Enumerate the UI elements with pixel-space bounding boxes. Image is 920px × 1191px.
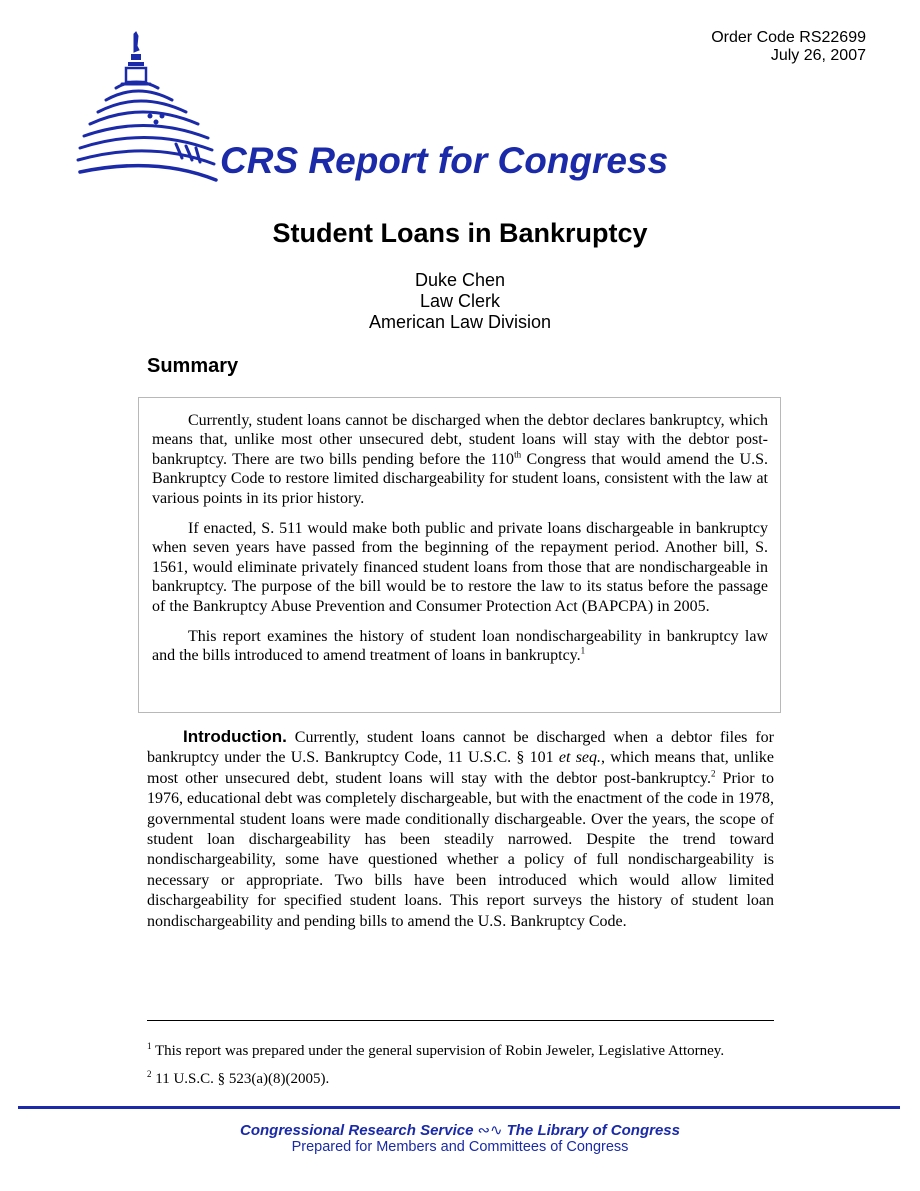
footer-loc: The Library of Congress [506, 1122, 680, 1139]
crs-report-banner: CRS Report for Congress [220, 140, 669, 181]
ornament-icon: ∾∿ [477, 1122, 503, 1139]
footer-organizations [0, 1121, 920, 1139]
order-code: Order Code RS22699 [711, 29, 866, 46]
footnote-ref-1[interactable]: 1 [580, 646, 586, 657]
document-title: Student Loans in Bankruptcy [272, 218, 648, 248]
introduction-heading: Introduction. [183, 727, 287, 746]
summary-paragraph-3: This report examines the history of student loan nondischargeability in bankruptcy law and the bills introduced to amend treatment of loans in bankruptcy.$^1$ [152, 628, 768, 665]
footnote-divider [147, 1020, 774, 1021]
author-name: Duke Chen [414, 270, 506, 290]
footer-prepared-for: Prepared for Members and Committees of Congress [291, 1139, 629, 1155]
author-position: Law Clerk [419, 291, 501, 311]
footer-crs: Congressional Research Service [240, 1122, 474, 1139]
order-info [711, 29, 866, 65]
footnote-ref-2[interactable]: 2 [711, 768, 716, 779]
author-division: American Law Division [368, 312, 552, 332]
footer-divider [18, 1106, 900, 1109]
order-date: July 26, 2007 [770, 47, 866, 64]
summary-paragraph-2: If enacted, S. 511 would make both public and private loans dischargeable in bankruptcy when seven years have passed from the beginning of the repayment period. Another bill, S. 1561, would eliminate privately financed student loans from those that are nondischargeable in bankruptcy. The purpose of the bill would be to restore the law to its status before the passage of the Bankruptcy Abuse Prevention and Consumer Protection Act (BAPCPA) in 2005. [152, 520, 768, 615]
superscript-th: th [514, 449, 522, 460]
capitol-dome-icon [76, 26, 218, 188]
author-block [0, 270, 920, 333]
footnote-1: $^1$ This report was prepared under the general supervision of Robin Jeweler, Legislative Attorney. [147, 1041, 725, 1059]
summary-paragraph-1: Currently, student loans cannot be discharged when the debtor declares bankruptcy, which means that, unlike most other unsecured debt, student loans will stay with the debtor post-bankruptcy. There are two bills pending before the 110th Congress that would amend the U.S. Bankruptcy Code to restore limited dischargeability for student loans, consistent with the law at various points in its prior history. [152, 412, 769, 507]
footnote-2: $^2$ 11 U.S.C. § 523(a)(8)(2005). [147, 1069, 330, 1087]
summary-box [138, 397, 781, 713]
summary-heading: Summary [147, 355, 239, 377]
introduction-paragraph: Introduction. Currently, student loans cannot be discharged when a debtor files for bankruptcy under the U.S. Bankruptcy Code, 11 U.S.C. § 101 et seq., which means that, unlike most other unsecured debt, student loans will stay with the debtor post-bankruptcy.$^2$ Prior to 1976, educational debt was completely dischargeable, but with the enactment of the code in 1978, governmental student loans were made conditionally dischargeable. Over the years, the scope of student loan dischargeability has been steadily narrowed. Despite the trend toward nondischargeability, some have questioned whether a policy of full nondischargeability is necessary or appropriate. Two bills have been introduced which would allow limited dischargeability for specified student loans. This report surveys the history of student loan nondischargeability and pending bills to amend the U.S. Bankruptcy Code. [147, 727, 775, 930]
